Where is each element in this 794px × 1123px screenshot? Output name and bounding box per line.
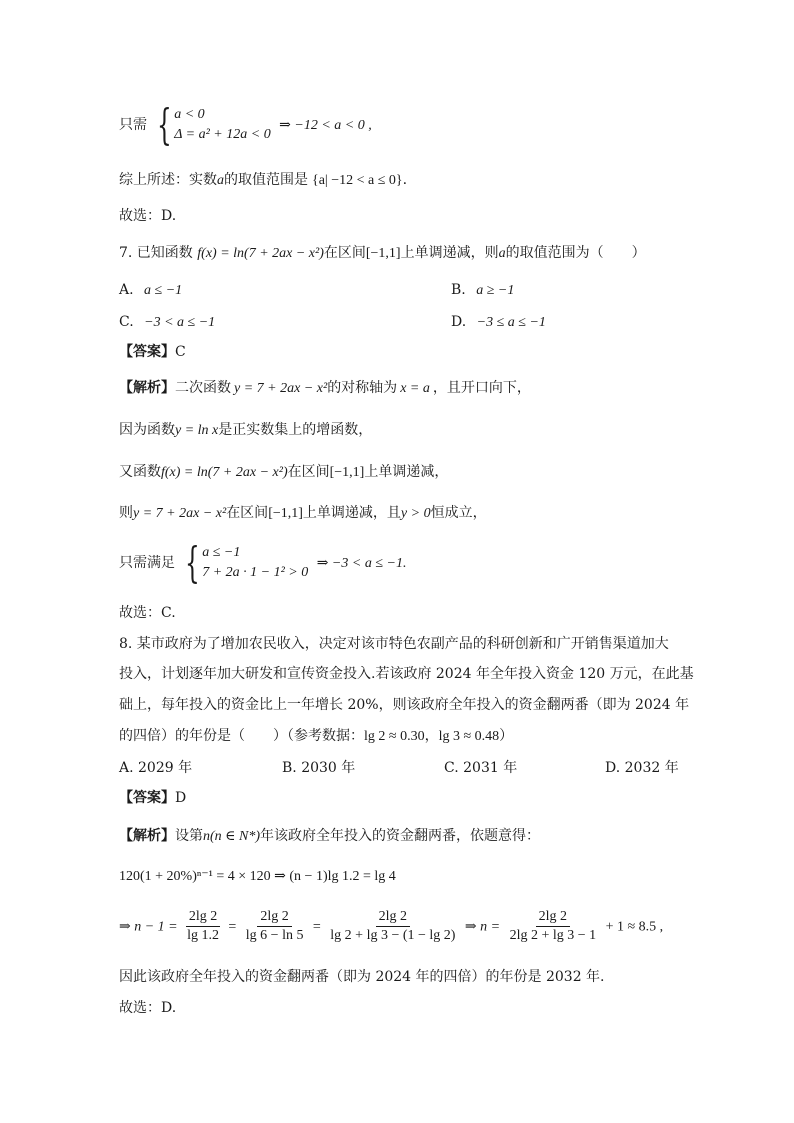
equation-system: { a < 0 Δ = a² + 12a < 0 (157, 100, 271, 149)
system-row-2: Δ = a² + 12a < 0 (174, 127, 271, 142)
q8-conclusion (119, 967, 605, 987)
q7-option-c (119, 312, 215, 333)
fraction-4-num: 2lg 2 (536, 908, 570, 927)
q8-option-a (119, 758, 192, 778)
q7-option-b-label: B. (451, 282, 466, 298)
q7-l3b: f(x) = ln(7 + 2ax − x²) (161, 465, 288, 480)
q7-analysis-3 (119, 462, 448, 483)
q7-system-result: ⇒ −3 < a ≤ −1. (316, 556, 407, 571)
q8-option-c (444, 758, 517, 778)
q7-l1b: y = 7 + 2ax − x² (234, 381, 328, 396)
q7-l4f: y > 0 (400, 506, 431, 521)
q8-p2: 投入，计划逐年加大研发和宣传资金投入.若该政府 2024 年全年投入资金 120 万元，在此基 (119, 666, 694, 682)
q8-conclusion-text: 因此该政府全年投入的资金翻两番（即为 2024 年的四倍）的年份是 2032 年. (119, 969, 605, 985)
q8-answer (119, 788, 186, 808)
q8-option-c-label: C. (444, 760, 459, 776)
q8-para-3 (119, 695, 689, 715)
q8-choice (119, 998, 176, 1018)
q7-lead: 7. 已知函数 (119, 245, 193, 261)
q8-s3-mid: ⇒ n = (464, 919, 501, 935)
q7-tail: 上单调递减，则 (400, 245, 499, 261)
system-row-1: a < 0 (174, 107, 205, 122)
q7-l2c: 是正实数集上的增函数， (218, 422, 373, 438)
q8-analysis-3: ⇒ n − 1 = $\frac{2\lg 2}{\lg 1.2}$ = $\frac{2\lg 2}{\lg 6 - \ln 5}$ = $\frac{2\lg 2}{\lg 2 + \lg 3 - (1 - \lg 2)}$ ⇒ n = $\frac{2\lg 2}{2\lg 2 + \lg 3 - 1}$ + 1 ≈ 8.5 , (119, 909, 664, 943)
choice-line-1 (119, 206, 176, 226)
q8-option-d-label: D. (605, 760, 621, 776)
q7-analysis-5 (119, 538, 407, 587)
q7-option-a (119, 280, 182, 301)
q8-option-a-label: A. (119, 760, 134, 776)
fraction-2 (243, 908, 307, 945)
q7-l3d: [−1,1] (329, 465, 365, 480)
q7-l4g: 恒成立， (430, 505, 487, 521)
q7-option-a-label: A. (119, 282, 134, 298)
fraction-3 (327, 908, 458, 945)
q7-system-row-2: 7 + 2a · 1 − 1² > 0 (202, 565, 309, 580)
q8-p1: 8. 某市政府为了增加农民收入，决定对该市特色农副产品的科研创新和广开销售渠道加大 (119, 636, 669, 652)
q7-answer-tag: 【答案】 (119, 344, 175, 360)
q7-l3c: 在区间 (287, 464, 330, 480)
q7-l1a: 二次函数 (175, 380, 231, 396)
q7-option-b (451, 280, 514, 301)
fraction-2-num: 2lg 2 (257, 908, 291, 927)
q7-option-a-expr: a ≤ −1 (144, 283, 183, 298)
q7-analysis-1 (119, 378, 531, 399)
summary-set: {a| −12 < a ≤ 0} (312, 173, 403, 188)
q8-p4a: 的四倍）的年份是（ ）（参考数据： (119, 728, 364, 744)
q7-answer-value: C (175, 344, 186, 360)
q7-analysis-2 (119, 420, 372, 441)
fraction-1 (184, 908, 222, 945)
q7-stem (119, 243, 646, 264)
q8-answer-tag: 【答案】 (119, 790, 175, 806)
q8-option-a-text: 2029 年 (138, 760, 193, 776)
q7-l3e: 上单调递减， (364, 464, 449, 480)
q7-l4b: y = 7 + 2ax − x² (133, 506, 227, 521)
q7-l3a: 又函数 (119, 464, 161, 480)
q8-p3: 础上，每年投入的资金比上一年增长 20%，则该政府全年投入的资金翻两番（即为 2024 年 (119, 697, 690, 713)
q8-s2: 120(1 + 20%)ⁿ⁻¹ = 4 × 120 ⇒ (n − 1)lg 1.2 = lg 4 (119, 869, 396, 884)
q8-option-b (282, 758, 355, 778)
q8-para-2 (119, 664, 694, 684)
prefix-text: 只需 (119, 117, 147, 133)
q7-option-d-label: D. (451, 314, 467, 330)
q7-func: f(x) = ln(7 + 2ax − x²) (197, 246, 324, 261)
q7-l1c: 的对称轴为 (327, 380, 398, 396)
q8-option-c-text: 2031 年 (463, 760, 518, 776)
fraction-1-den: lg 1.2 (187, 928, 219, 943)
q8-para-4 (119, 726, 513, 747)
q7-option-b-expr: a ≥ −1 (476, 283, 515, 298)
q8-choice-text: 故选：D. (119, 1000, 177, 1016)
q8-p4d: lg 3 ≈ 0.48 (438, 729, 500, 744)
q7-l4a: 则 (119, 505, 133, 521)
q7-equation-system: { a ≤ −1 7 + 2a · 1 − 1² > 0 (185, 538, 309, 587)
fraction-4 (507, 908, 600, 945)
summary-var: a (217, 173, 224, 188)
q7-analysis-tag: 【解析】 (119, 380, 175, 396)
summary-text-a: 综上所述：实数 (119, 172, 217, 188)
system-result: ⇒ −12 < a < 0 , (279, 118, 372, 133)
q7-l2a: 因为函数 (119, 422, 175, 438)
q8-analysis-2 (119, 866, 396, 887)
q7-l4e: 上单调递减，且 (302, 505, 401, 521)
q7-option-d-expr: −3 ≤ a ≤ −1 (476, 315, 546, 330)
q8-p4b: lg 2 ≈ 0.30 (364, 729, 425, 744)
summary-end: . (402, 172, 408, 188)
fraction-4-den: 2lg 2 + lg 3 − 1 (509, 928, 597, 943)
q7-l4d: [−1,1] (268, 506, 303, 521)
q8-option-d (605, 758, 679, 778)
q8-option-b-text: 2030 年 (301, 760, 356, 776)
q8-s1c: 年该政府全年投入的资金翻两番，依题意得： (260, 828, 541, 844)
choice-text-1: 故选：D. (119, 208, 177, 224)
q7-l5a: 只需满足 (119, 555, 175, 571)
q8-s1b: n(n ∈ N*) (203, 829, 261, 844)
q8-p4c: ， (424, 728, 439, 744)
fraction-1-num: 2lg 2 (186, 908, 220, 927)
q7-option-d (451, 312, 546, 333)
q7-system-row-1: a ≤ −1 (202, 545, 241, 560)
fraction-2-den: lg 6 − ln 5 (245, 928, 304, 943)
q7-interval: [−1,1] (365, 246, 401, 261)
q7-choice (119, 603, 176, 623)
q8-option-d-text: 2032 年 (624, 760, 679, 776)
q8-analysis-tag: 【解析】 (119, 828, 175, 844)
q7-var: a (498, 246, 506, 261)
q7-analysis-4 (119, 503, 487, 524)
q7-choice-text: 故选：C. (119, 605, 176, 621)
q8-analysis-1 (119, 826, 540, 847)
q7-l1d: x = a (400, 381, 430, 396)
q8-answer-value: D (175, 790, 187, 806)
summary-text-b: 的取值范围是 (224, 172, 308, 188)
fraction-3-den: lg 2 + lg 3 − (1 − lg 2) (330, 928, 456, 943)
q7-answer (119, 342, 186, 362)
fraction-3-num: 2lg 2 (376, 908, 410, 927)
condition-system-1 (119, 100, 372, 149)
q8-s3-lead: ⇒ n − 1 = (119, 919, 178, 935)
q8-s1a: 设第 (175, 828, 203, 844)
q7-option-c-label: C. (119, 314, 134, 330)
q8-option-b-label: B. (282, 760, 297, 776)
q7-l1e: ，且开口向下， (432, 380, 531, 396)
q7-mid: 在区间 (323, 245, 366, 261)
q7-l4c: 在区间 (226, 505, 269, 521)
q8-p4e: ） (499, 728, 514, 744)
q8-s3-tail: + 1 ≈ 8.5 , (605, 919, 664, 935)
q8-para-1 (119, 634, 669, 654)
q7-option-c-expr: −3 < a ≤ −1 (144, 315, 216, 330)
q7-tail2: 的取值范围为（ ） (505, 245, 646, 261)
q7-l2b: y = ln x (175, 423, 219, 438)
summary-line (119, 170, 407, 191)
